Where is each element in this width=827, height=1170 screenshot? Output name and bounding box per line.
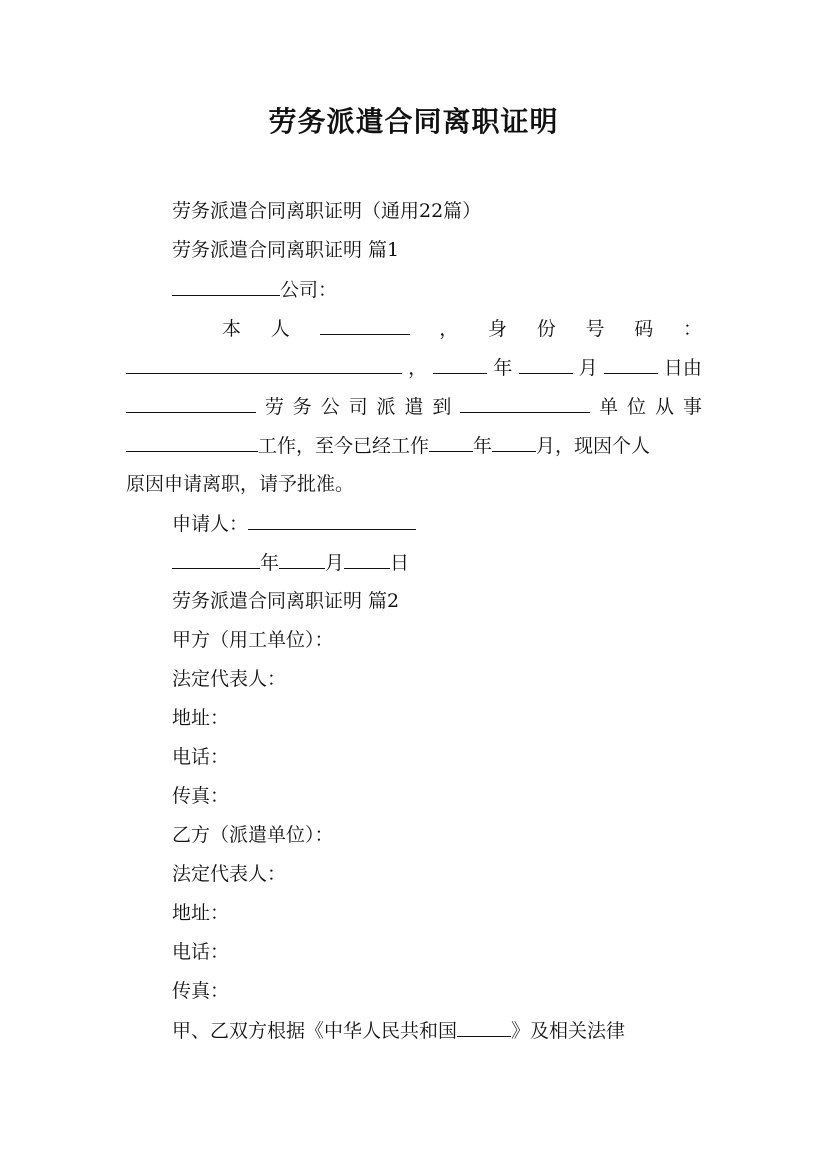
text-char: 位 bbox=[627, 396, 647, 418]
party-b-rep: 法定代表人： bbox=[172, 863, 287, 885]
party-a-fax: 传真： bbox=[172, 785, 230, 807]
text-char: 到 bbox=[432, 396, 452, 418]
text-char: 劳 bbox=[264, 396, 284, 418]
party-a-address: 地址： bbox=[172, 707, 230, 729]
basis-suffix: 》及相关法律 bbox=[511, 1020, 626, 1042]
text-char: 从 bbox=[654, 396, 674, 418]
dispatch-company-blank bbox=[126, 394, 256, 413]
resign-reason-line: 原因申请离职，请予批准。 bbox=[126, 473, 355, 495]
name-blank bbox=[320, 316, 410, 335]
text-char: 人 bbox=[270, 318, 290, 340]
text-char: 年 bbox=[493, 357, 513, 379]
sign-month-blank bbox=[279, 550, 325, 569]
text-char: 身 bbox=[487, 318, 507, 340]
party-a-label: 甲方（用工单位）： bbox=[172, 629, 334, 651]
work-year-text: 年 bbox=[473, 435, 493, 457]
basis-line bbox=[172, 1018, 702, 1043]
applicant-blank bbox=[248, 511, 416, 530]
company-suffix: 公司： bbox=[280, 279, 338, 301]
basis-prefix: 甲、乙双方根据《中华人民共和国 bbox=[172, 1020, 458, 1042]
party-b-address: 地址： bbox=[172, 902, 230, 924]
start-month-blank bbox=[519, 355, 573, 374]
text-char: 派 bbox=[376, 396, 396, 418]
text-char: 公 bbox=[320, 396, 340, 418]
party-b-phone: 电话： bbox=[172, 941, 230, 963]
work-duration-text: 工作，至今已经工作 bbox=[258, 435, 430, 457]
part2-heading: 劳务派遣合同离职证明 篇2 bbox=[172, 590, 400, 612]
applicant-line bbox=[172, 511, 702, 536]
dispatch-line bbox=[126, 394, 702, 419]
law-name-blank bbox=[457, 1018, 511, 1037]
text-char: 号 bbox=[585, 318, 605, 340]
document-subtitle: 劳务派遣合同离职证明（通用22篇） bbox=[172, 200, 482, 222]
text-char: 份 bbox=[536, 318, 556, 340]
text-char: ， bbox=[439, 318, 459, 340]
text-char: 单 bbox=[599, 396, 619, 418]
sign-day-blank bbox=[344, 550, 390, 569]
party-a-rep: 法定代表人： bbox=[172, 668, 287, 690]
company-line bbox=[172, 277, 702, 302]
company-blank bbox=[172, 277, 280, 296]
part1-heading: 劳务派遣合同离职证明 篇1 bbox=[172, 239, 400, 261]
text-char: 务 bbox=[292, 396, 312, 418]
sign-day-text: 日 bbox=[390, 552, 410, 574]
job-type-blank bbox=[126, 433, 258, 452]
work-months-blank bbox=[492, 433, 536, 452]
text-char: 日由 bbox=[663, 357, 702, 379]
text-char: 月 bbox=[578, 357, 598, 379]
self-id-line bbox=[222, 316, 702, 341]
sign-year-blank bbox=[172, 550, 260, 569]
text-char: ： bbox=[682, 318, 702, 340]
sign-date-line bbox=[172, 550, 702, 575]
work-month-text: 月，现因个人 bbox=[536, 435, 651, 457]
id-date-line bbox=[126, 355, 702, 380]
work-duration-line bbox=[126, 433, 702, 458]
party-b-label: 乙方（派遣单位）： bbox=[172, 824, 334, 846]
text-char: 遣 bbox=[404, 396, 424, 418]
text-char: ， bbox=[408, 357, 428, 379]
document-title: 劳务派遣合同离职证明 bbox=[268, 105, 559, 138]
text-char: 本 bbox=[222, 318, 242, 340]
party-a-phone: 电话： bbox=[172, 746, 230, 768]
text-char: 司 bbox=[348, 396, 368, 418]
sign-year-text: 年 bbox=[260, 552, 280, 574]
work-unit-blank bbox=[460, 394, 590, 413]
party-b-fax: 传真： bbox=[172, 980, 230, 1002]
id-number-blank bbox=[126, 355, 402, 374]
text-char: 码 bbox=[634, 318, 654, 340]
start-day-blank bbox=[604, 355, 658, 374]
start-year-blank bbox=[433, 355, 487, 374]
applicant-label: 申请人： bbox=[172, 513, 249, 535]
sign-month-text: 月 bbox=[325, 552, 345, 574]
work-years-blank bbox=[429, 433, 473, 452]
text-char: 事 bbox=[682, 396, 702, 418]
